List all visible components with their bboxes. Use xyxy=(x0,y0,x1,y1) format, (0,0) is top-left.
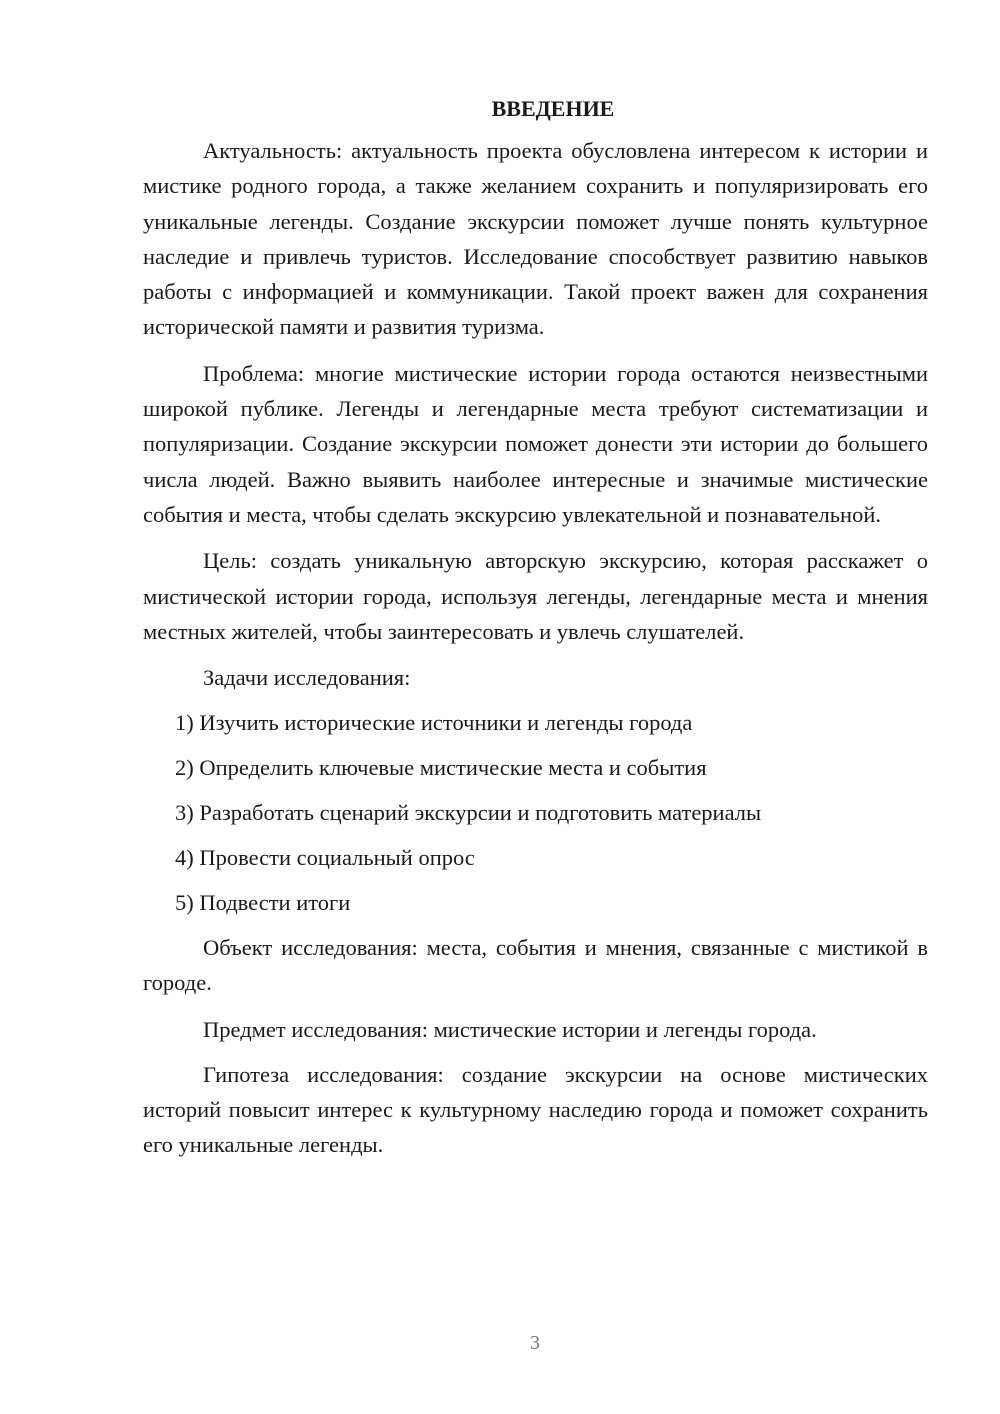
section-heading: ВВЕДЕНИЕ xyxy=(491,96,615,121)
task-item-3: 3) Разработать сценарий экскурсии и подготовить материалы xyxy=(175,800,762,826)
subject-paragraph: Предмет исследования: мистические истории и легенды города. xyxy=(203,1016,817,1042)
tasks-heading: Задачи исследования: xyxy=(203,665,411,691)
page-number: 3 xyxy=(530,1332,540,1354)
hypothesis-paragraph: Гипотеза исследования: создание экскурсии на основе мистических историй повысит интерес к культурному наследию города и поможет сохранить его уникальные легенды. xyxy=(143,1061,928,1158)
problem-paragraph: Проблема: многие мистические истории города остаются неизвестными широкой публике. Легенды и легендарные места требуют систематизации и популяризации. Создание экскурсии поможет донести эти истории до большего числа людей. Важно выявить наиболее интересные и значимые мистические события и места, чтобы сделать экскурсию увлекательной и познавательной. xyxy=(143,360,928,527)
task-item-1: 1) Изучить исторические источники и легенды города xyxy=(175,710,693,736)
relevance-paragraph: Актуальность: актуальность проекта обусловлена интересом к истории и мистике родного города, а также желанием сохранить и популяризировать его уникальные легенды. Создание экскурсии поможет лучше понять культурное наследие и привлечь туристов. Исследование способствует развитию навыков работы с информацией и коммуникации. Такой проект важен для сохранения исторической памяти и развития туризма. xyxy=(143,138,928,340)
task-item-4: 4) Провести социальный опрос xyxy=(175,845,475,871)
tasks-list xyxy=(143,705,928,920)
document-page xyxy=(143,94,928,1174)
object-paragraph: Объект исследования: места, события и мнения, связанные с мистикой в городе. xyxy=(143,935,928,996)
goal-paragraph: Цель: создать уникальную авторскую экскурсию, которая расскажет о мистической истории города, используя легенды, легендарные места и мнения местных жителей, чтобы заинтересовать и увлечь слушателей. xyxy=(143,548,928,644)
task-item-5: 5) Подвести итоги xyxy=(175,890,351,916)
task-item-2: 2) Определить ключевые мистические места и события xyxy=(175,755,707,781)
